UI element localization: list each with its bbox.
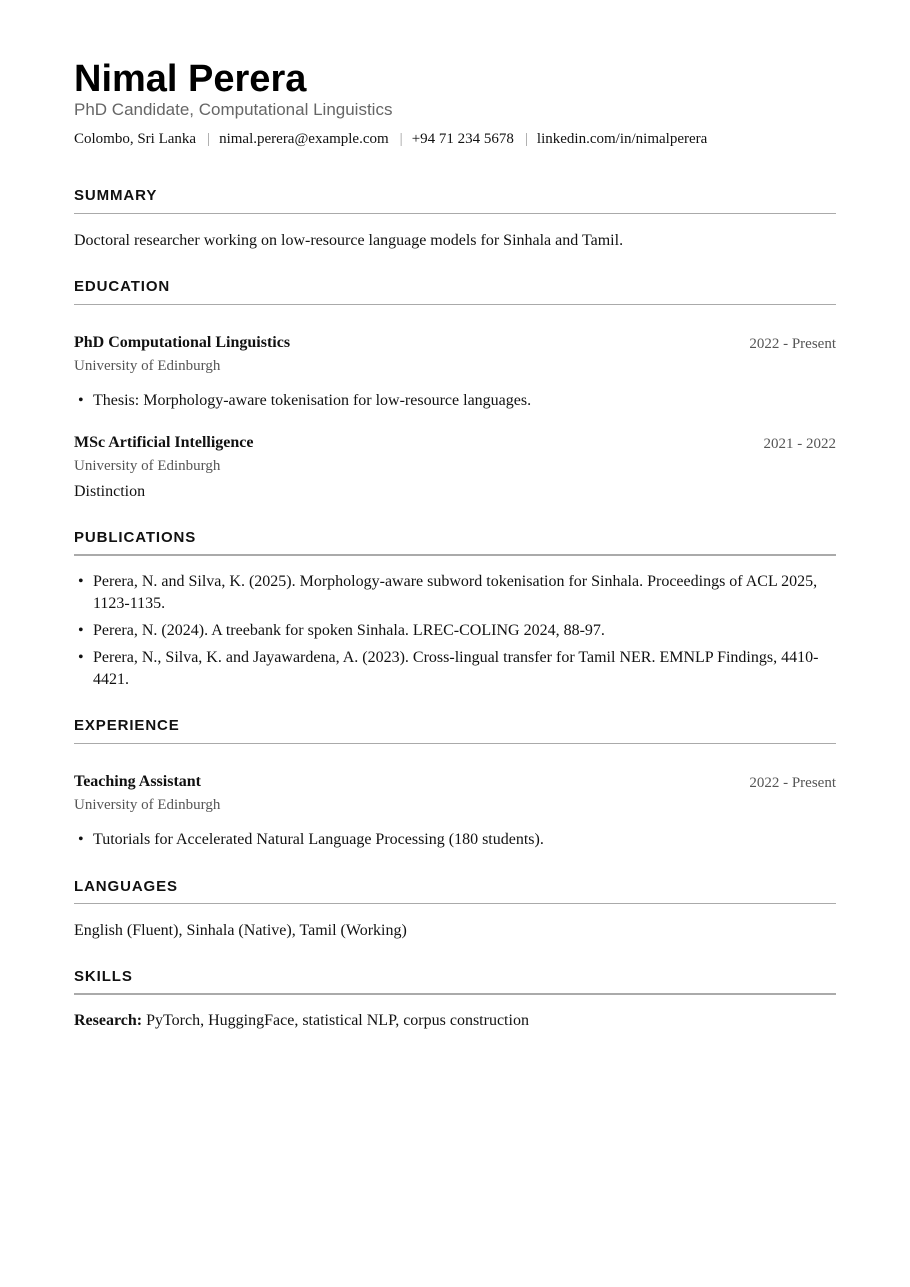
contact-phone[interactable]: +94 71 234 5678: [411, 131, 514, 147]
bullet-icon: •: [78, 622, 84, 639]
skills-text: PyTorch, HuggingFace, statistical NLP, corpus construction: [146, 1012, 529, 1029]
section-title-languages: LANGUAGES: [74, 878, 178, 895]
languages-text: English (Fluent), Sinhala (Native), Tamil (Working): [74, 922, 407, 939]
skills-label: Research:: [74, 1012, 143, 1029]
section-divider: [74, 554, 836, 556]
section-title-education: EDUCATION: [74, 278, 171, 295]
education-institution: University of Edinburgh: [74, 358, 221, 374]
section-title-skills: SKILLS: [74, 968, 133, 985]
contact-email[interactable]: nimal.perera@example.com: [219, 131, 389, 147]
publication-item: [74, 647, 836, 691]
section-divider: [74, 903, 836, 904]
contact-separator: |: [524, 131, 528, 147]
experience-organization: University of Edinburgh: [74, 797, 221, 813]
contact-separator: |: [399, 131, 403, 147]
education-dates: 2021 - 2022: [763, 436, 836, 452]
contact-line: [74, 129, 707, 149]
education-degree: PhD Computational Linguistics: [74, 334, 291, 351]
education-note: Distinction: [74, 483, 146, 500]
contact-linkedin[interactable]: linkedin.com/in/nimalperera: [536, 131, 708, 147]
education-dates: 2022 - Present: [749, 336, 836, 352]
contact-separator: |: [207, 131, 211, 147]
candidate-headline: PhD Candidate, Computational Linguistics: [74, 100, 393, 119]
section-title-experience: EXPERIENCE: [74, 717, 180, 734]
summary-text: Doctoral researcher working on low-resource language models for Sinhala and Tamil.: [74, 232, 624, 249]
experience-bullet-text: Tutorials for Accelerated Natural Language Processing (180 students).: [93, 831, 544, 848]
publication-item: [74, 571, 836, 615]
section-divider: [74, 743, 836, 744]
experience-bullet: [74, 829, 836, 851]
bullet-icon: •: [78, 649, 84, 666]
education-degree: MSc Artificial Intelligence: [74, 434, 254, 451]
bullet-icon: •: [78, 392, 84, 409]
section-title-publications: PUBLICATIONS: [74, 529, 197, 546]
section-title-summary: SUMMARY: [74, 187, 158, 204]
education-bullet-text: Thesis: Morphology-aware tokenisation for low-resource languages.: [93, 392, 532, 409]
section-divider: [74, 304, 836, 305]
section-divider: [74, 213, 836, 214]
publication-text: Perera, N. (2024). A treebank for spoken Sinhala. LREC-COLING 2024, 88-97.: [93, 622, 605, 639]
publication-item: [74, 620, 836, 642]
section-divider: [74, 993, 836, 995]
publication-text: Perera, N., Silva, K. and Jayawardena, A. (2023). Cross-lingual transfer for Tamil NER. EMNLP Findings, 4410-4421.: [93, 649, 819, 688]
skills-line: [74, 1010, 529, 1032]
candidate-name: Nimal Perera: [74, 58, 307, 100]
contact-location: Colombo, Sri Lanka: [74, 131, 197, 147]
bullet-icon: •: [78, 831, 84, 848]
publication-text: Perera, N. and Silva, K. (2025). Morphology-aware subword tokenisation for Sinhala. Proceedings of ACL 2025, 1123-1135.: [93, 573, 818, 612]
education-bullet: [74, 390, 836, 412]
experience-dates: 2022 - Present: [749, 775, 836, 791]
bullet-icon: •: [78, 573, 84, 590]
education-institution: University of Edinburgh: [74, 458, 221, 474]
experience-role: Teaching Assistant: [74, 773, 201, 790]
